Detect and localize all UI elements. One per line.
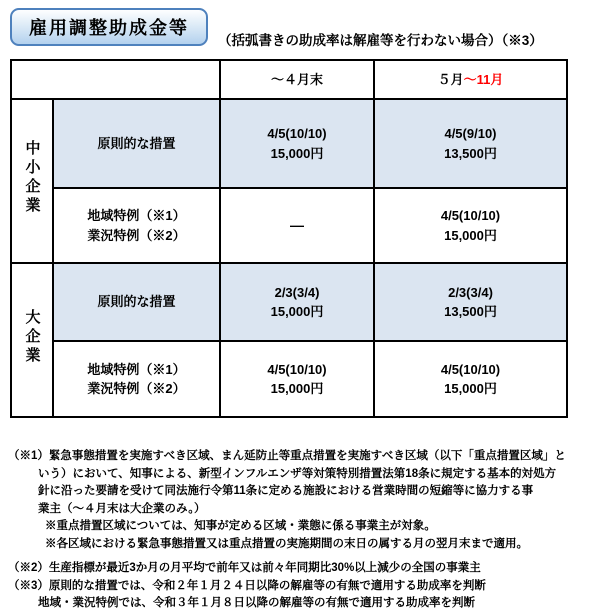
rate-value: 4/5(10/10): [440, 361, 501, 377]
small-special-label-1: 地域特例（※1）: [87, 208, 186, 223]
row-large-principle: [11, 263, 567, 341]
footnote-1-sub-1: ※重点措置区域については、知事が定める区域・業態に係る事業主が対象。: [45, 520, 436, 532]
cell-small-special-may: [374, 188, 567, 263]
row-small-principle: [11, 99, 567, 188]
amount-value: 15,000円: [270, 304, 324, 319]
label-cell-small-special: [53, 188, 220, 263]
rate-value: 2/3(3/4): [448, 284, 493, 300]
small-special-label-2: 業況特例（※2）: [87, 227, 186, 243]
footnote-1-sub-2: ※各区域における緊急事態措置又は重点措置の実施期間の末日の属する月の翌月末まで適用。: [45, 537, 528, 550]
header-row: [11, 60, 567, 99]
page-title: 雇用調整助成金等: [29, 18, 189, 38]
small-principle-label: 原則的な措置: [97, 135, 176, 151]
col-header-april-label: ～４月末: [270, 71, 323, 87]
cell-large-special-may: [374, 341, 567, 417]
amount-value: 15,000円: [444, 381, 497, 396]
empty-dash: ―: [290, 217, 304, 233]
col-header-may-prefix: ５月: [437, 71, 464, 87]
cell-large-principle-april: [220, 263, 374, 341]
notes-spacer: [8, 553, 598, 560]
label-cell-large-special: [53, 341, 220, 417]
large-special-label-2: 業況特例（※2）: [87, 381, 186, 396]
amount-value: 13,500円: [444, 304, 497, 319]
table-corner-cell: [11, 60, 220, 99]
amount-value: 15,000円: [444, 227, 497, 243]
rate-value: 4/5(9/10): [444, 126, 497, 141]
label-cell-large-principle: [53, 263, 220, 341]
cell-large-special-april: [220, 341, 374, 417]
cell-large-principle-may: [374, 263, 567, 341]
group-label-large: 大企業: [23, 308, 41, 366]
footnote-1-line-2: いう）において、知事による、新型インフルエンザ等対策特別措置法第18条に規定する基本的対処方: [38, 467, 557, 480]
footnote-2: （※2）生産指標が最近3か月の月平均で前年又は前々年同期比30%以上減少の全国の事業主: [8, 562, 481, 574]
row-small-special: [11, 188, 567, 263]
rate-value: 4/5(10/10): [267, 126, 327, 141]
footnote-3-line-2: 地域・業況特例では、令和３年１月８日以降の解雇等の有無で適用する助成率を判断: [38, 597, 475, 609]
amount-value: 13,500円: [444, 145, 497, 161]
footnotes: [8, 448, 598, 613]
col-header-april: [220, 60, 374, 99]
cell-small-principle-april: [220, 99, 374, 188]
title-badge: [10, 8, 208, 46]
footnote-1-line-3: 針に沿った要請を受けて同法施行令第11条に定める施設における営業時間の短縮等に協力する事: [38, 485, 534, 497]
rate-value: 2/3(3/4): [274, 284, 320, 300]
rate-value: 4/5(10/10): [440, 208, 501, 223]
rate-value: 4/5(10/10): [267, 361, 327, 377]
group-cell-small: [11, 99, 53, 263]
subtitle-note: （括弧書きの助成率は解雇等を行わない場合）（※3）: [218, 33, 543, 48]
footnote-3-line-1: （※3）原則的な措置では、令和２年１月２４日以降の解雇等の有無で適用する助成率を判断: [8, 579, 486, 592]
col-header-may-suffix: ～11月: [463, 71, 504, 87]
footnote-1-line-1: （※1）緊急事態措置を実施すべき区域、まん延防止等重点措置を実施すべき区域（以下「重点措置区域」と: [8, 450, 566, 462]
subsidy-table: [10, 59, 568, 418]
group-cell-large: [11, 263, 53, 417]
cell-small-special-april: [220, 188, 374, 263]
amount-value: 15,000円: [270, 381, 324, 396]
row-large-special: [11, 341, 567, 417]
amount-value: 15,000円: [270, 145, 324, 161]
large-special-label-1: 地域特例（※1）: [87, 361, 186, 377]
large-principle-label: 原則的な措置: [97, 294, 176, 310]
col-header-may: [374, 60, 567, 99]
label-cell-small-principle: [53, 99, 220, 188]
cell-small-principle-may: [374, 99, 567, 188]
footnote-1-line-4: 業主（～４月末は大企業のみ。）: [38, 502, 206, 515]
group-label-small: 中小企業: [23, 140, 41, 217]
